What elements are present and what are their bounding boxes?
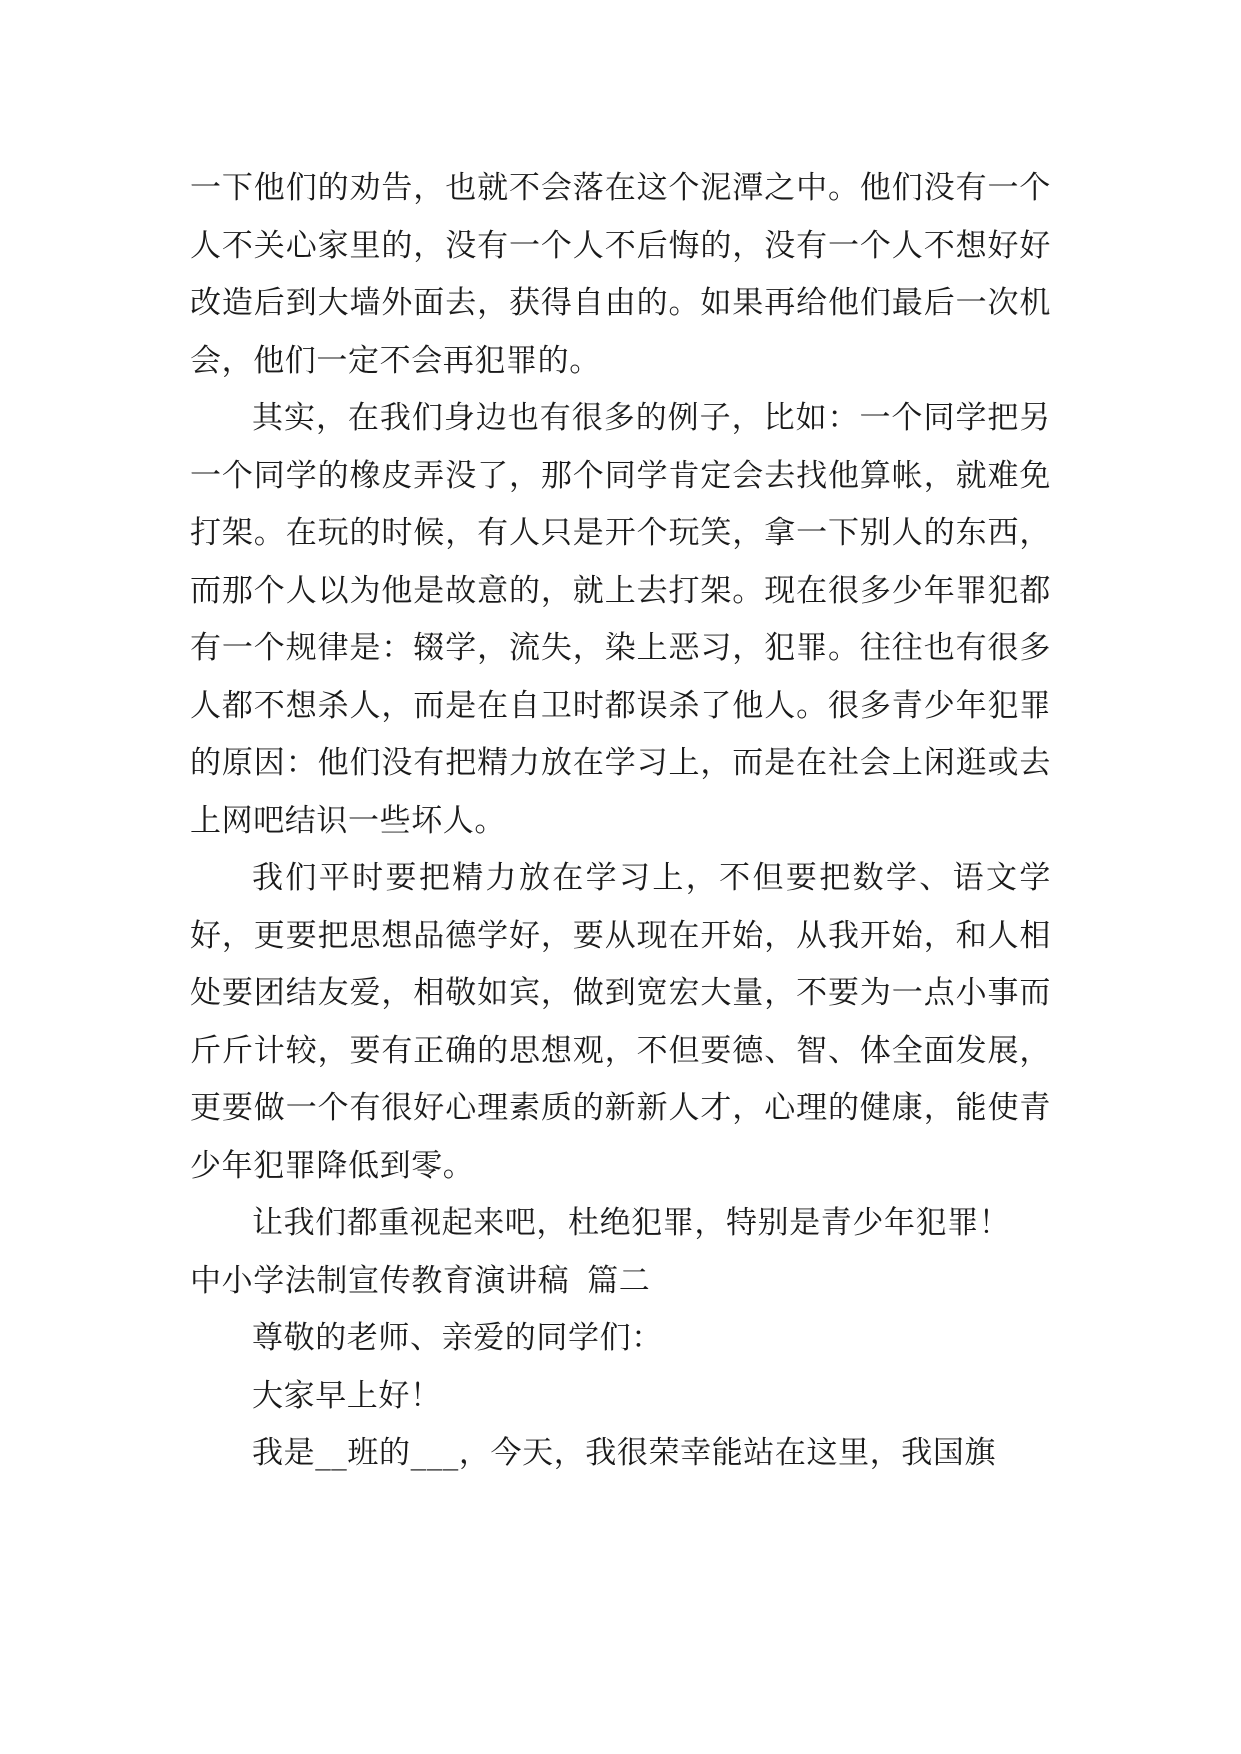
section-title: 中小学法制宣传教育演讲稿 xyxy=(190,1262,570,1299)
speech-opening: 我是__班的___，今天，我很荣幸能站在这里，我国旗 xyxy=(252,1435,997,1471)
section-heading xyxy=(190,1253,1051,1311)
paragraph-continuation: 一下他们的劝告，也就不会落在这个泥潭之中。他们没有一个人不关心家里的，没有一个人不后悔的，没有一个人不想好好改造后到大墙外面去，获得自由的。如果再给他们最后一次机会，他们一定不会再犯罪的。 xyxy=(190,170,1051,379)
document-body xyxy=(190,160,1051,1483)
paragraph-closing: 让我们都重视起来吧，杜绝犯罪，特别是青少年犯罪！ xyxy=(252,1205,1011,1241)
speech-greeting: 大家早上好！ xyxy=(252,1377,442,1414)
speech-salutation: 尊敬的老师、亲爱的同学们： xyxy=(252,1320,663,1356)
section-label: 篇二 xyxy=(587,1262,651,1299)
paragraph-examples: 其实，在我们身边也有很多的例子，比如：一个同学把另一个同学的橡皮弄没了，那个同学肯定会去找他算帐，就难免打架。在玩的时候，有人只是开个玩笑，拿一下别人的东西，而那个人以为他是故意的，就上去打架。现在很多少年罪犯都有一个规律是：辍学，流失，染上恶习，犯罪。往往也有很多人都不想杀人，而是在自卫时都误杀了他人。很多青少年犯罪的原因：他们没有把精力放在学习上，而是在社会上闲逛或去上网吧结识一些坏人。 xyxy=(190,400,1051,839)
paragraph-advice: 我们平时要把精力放在学习上，不但要把数学、语文学好，更要把思想品德学好，要从现在开始，从我开始，和人相处要团结友爱，相敬如宾，做到宽宏大量，不要为一点小事而斤斤计较，要有正确的思想观，不但要德、智、体全面发展，更要做一个有很好心理素质的新新人才，心理的健康，能使青少年犯罪降低到零。 xyxy=(190,860,1051,1184)
